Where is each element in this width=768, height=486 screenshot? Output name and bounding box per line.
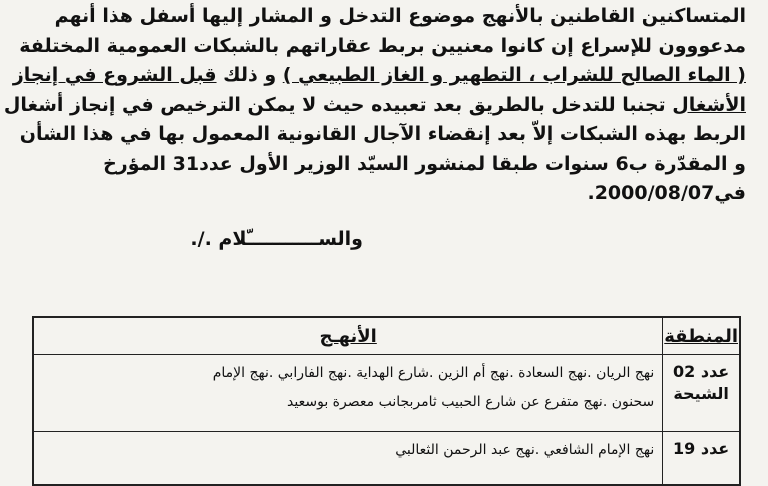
connector-text: و ذلك [216, 64, 283, 86]
table-row [33, 355, 740, 432]
paragraph-text: تجنبا للتدخل بالطريق بعد تعبيده حيث لا يمكن الترخيص في إنجاز أشغال [3, 93, 673, 116]
zone-cell [663, 432, 740, 486]
zone-cell [663, 355, 740, 432]
zone-header: المنطقة [663, 317, 740, 355]
zone-name: الشيحة [673, 384, 729, 403]
paragraph-line: مدعووون للإسراع إن كانوا معنيين بربط عقاراتهم بالشبكات العمومية المختلفة [19, 34, 746, 57]
paragraph-line [12, 61, 746, 91]
notice-paragraph [3, 2, 746, 209]
paragraph-line: و المقدّرة ب6 سنوات طبقا لمنشور السيّد الوزير الأول عدد31 المؤرخ [103, 152, 746, 175]
zone-number: عدد 02 [673, 362, 730, 381]
paragraph-line: في2000/08/07. [587, 182, 746, 204]
streets-text: نهج الإمام الشافعي .نهج عبد الرحمن الثعالبي [395, 442, 655, 458]
works-underlined-text: الأشغال [672, 93, 746, 116]
streets-table-container [32, 316, 741, 486]
paragraph-line [3, 91, 746, 121]
before-works-underlined-text: قبل الشروع في إنجاز [12, 64, 217, 86]
streets-cell [33, 432, 663, 486]
streets-table [32, 316, 741, 486]
closing-salutation: والســـــــــــّلام ./. [190, 228, 363, 250]
paragraph-line: الربط بهذه الشبكات إلاّ بعد إنقضاء الآجال القانونية المعمول بها في هذا الشأن [19, 123, 746, 145]
paragraph-line: المتساكنين القاطنين بالأنهج موضوع التدخل و المشار إليها أسفل هذا أنهم [54, 5, 746, 27]
streets-text: سحنون .نهج متفرع عن شارع الحبيب ثامربجانب معصرة بوسعيد [287, 394, 655, 410]
table-row [33, 432, 740, 486]
streets-header: الأنهـج [33, 317, 663, 355]
table-header-row [33, 317, 740, 355]
streets-text: نهج الريان .نهج السعادة .نهج أم الزين .شارع الهداية .نهج الفارابي .نهج الإمام [212, 365, 655, 381]
streets-cell [33, 355, 663, 432]
zone-number: عدد 19 [673, 439, 730, 458]
networks-underlined-text: ( الماء الصالح للشراب ، التطهير و الغاز الطبيعي ) [282, 64, 746, 86]
